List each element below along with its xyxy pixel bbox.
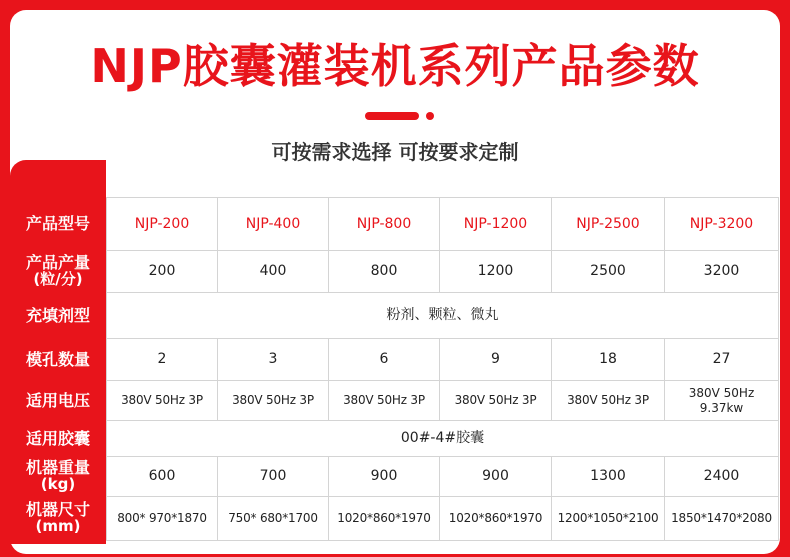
row-header-label: 产品型号 (25, 214, 90, 233)
output-cell: 800 (328, 250, 440, 293)
row-header-capsule (10, 420, 106, 456)
size-cell: 1020*860*1970 (439, 496, 552, 541)
size-cell: 1020*860*1970 (328, 496, 440, 541)
row-header-label: 充填剂型 (25, 305, 90, 325)
row-header-label: 机器尺寸 (25, 500, 90, 519)
title-underline-dot (426, 112, 434, 120)
output-cell: 3200 (664, 250, 779, 293)
voltage-cell: 380V 50Hz 3P (328, 380, 440, 421)
size-cell: 800* 970*1870 (106, 496, 218, 541)
row-header-unit: (粒/分) (33, 270, 83, 288)
row-header-mold-holes (10, 338, 106, 380)
row-header-model (10, 197, 106, 250)
page-subtitle: 可按需求选择 可按要求定制 (271, 140, 519, 164)
voltage-cell: 380V 50Hz 3P (551, 380, 665, 421)
voltage-line: 380V 50Hz (688, 385, 755, 400)
size-cell: 1200*1050*2100 (551, 496, 665, 541)
model-cell: NJP-200 (106, 197, 218, 251)
row-header-weight (10, 456, 106, 496)
weight-cell: 900 (439, 456, 552, 497)
model-cell: NJP-3200 (664, 197, 779, 251)
output-cell: 200 (106, 250, 218, 293)
mold-holes-cell: 3 (217, 338, 329, 381)
mold-holes-cell: 6 (328, 338, 440, 381)
voltage-cell: 380V 50Hz 3P (439, 380, 552, 421)
row-header-unit: (kg) (40, 475, 76, 493)
row-header-size (10, 496, 106, 540)
output-cell: 2500 (551, 250, 665, 293)
mold-holes-cell: 2 (106, 338, 218, 381)
title-underline-bar (365, 112, 419, 120)
output-cell: 1200 (439, 250, 552, 293)
row-header-label: 适用胶囊 (25, 428, 90, 448)
weight-cell: 600 (106, 456, 218, 497)
row-header-unit: (mm) (35, 517, 81, 535)
row-header-filling-type (10, 292, 106, 338)
row-header-voltage (10, 380, 106, 420)
row-header-label: 产品产量 (25, 253, 90, 272)
weight-cell: 700 (217, 456, 329, 497)
weight-cell: 900 (328, 456, 440, 497)
model-cell: NJP-1200 (439, 197, 552, 251)
row-header-label: 模孔数量 (25, 349, 90, 369)
voltage-cell: 380V 50Hz 3P (106, 380, 218, 421)
size-cell: 1850*1470*2080 (664, 496, 779, 541)
voltage-cell (664, 380, 779, 421)
page-title: NJP胶囊灌装机系列产品参数 (90, 39, 700, 93)
row-header-label: 适用电压 (25, 390, 90, 410)
voltage-cell: 380V 50Hz 3P (217, 380, 329, 421)
weight-cell: 1300 (551, 456, 665, 497)
capsule-cell: 00#-4#胶囊 (106, 420, 779, 457)
voltage-line: 9.37kw (699, 400, 744, 415)
output-cell: 400 (217, 250, 329, 293)
model-cell: NJP-2500 (551, 197, 665, 251)
row-header-output (10, 250, 106, 292)
weight-cell: 2400 (664, 456, 779, 497)
mold-holes-cell: 27 (664, 338, 779, 381)
filling-type-cell: 粉剂、颗粒、微丸 (106, 292, 779, 339)
row-header-column (10, 160, 106, 544)
model-cell: NJP-800 (328, 197, 440, 251)
model-cell: NJP-400 (217, 197, 329, 251)
mold-holes-cell: 9 (439, 338, 552, 381)
row-header-label: 机器重量 (25, 458, 90, 477)
size-cell: 750* 680*1700 (217, 496, 329, 541)
mold-holes-cell: 18 (551, 338, 665, 381)
